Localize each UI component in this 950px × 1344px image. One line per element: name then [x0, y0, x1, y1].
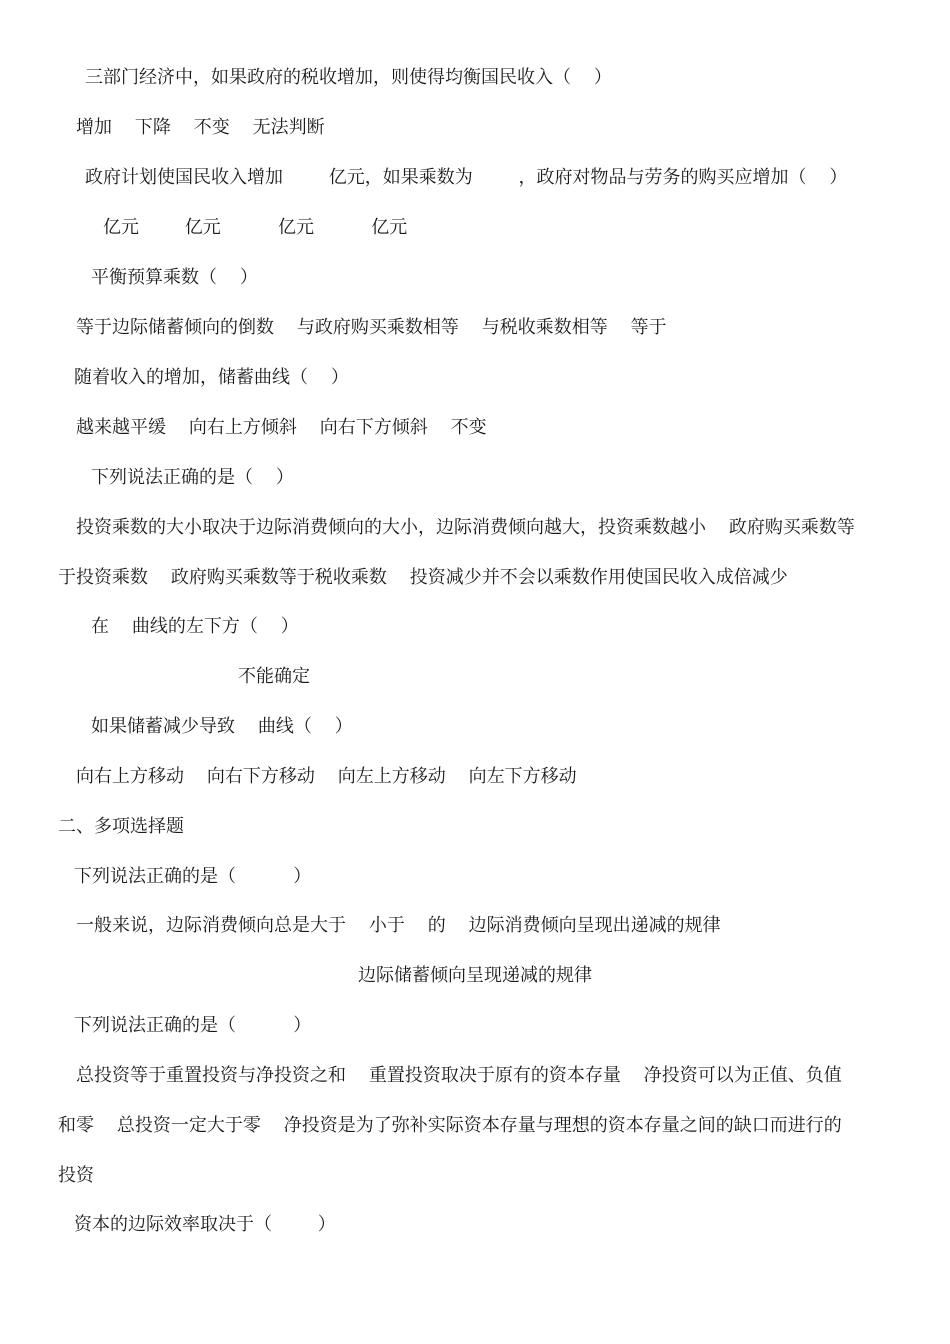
options-multi-1b: 边际储蓄倾向呈现递减的规律: [358, 965, 592, 986]
options-correct-statement-1b: 于投资乘数 政府购买乘数等于税收乘数 投资减少并不会以乘数作用使国民收入成倍减少: [58, 567, 788, 588]
section-heading-multiple-choice: 二、多项选择题: [58, 816, 184, 837]
options-multi-2c: 投资: [58, 1165, 94, 1186]
question-tax-increase: 三部门经济中，如果政府的税收增加，则使得均衡国民收入（ ）: [85, 67, 612, 88]
question-multi-3: 资本的边际效率取决于（ ）: [74, 1214, 336, 1235]
options-tax-increase: 增加 下降 不变 无法判断: [76, 117, 325, 138]
options-balanced-budget: 等于边际储蓄倾向的倒数 与政府购买乘数相等 与税收乘数相等 等于: [76, 317, 667, 338]
options-multi-1a: 一般来说，边际消费倾向总是大于 小于 的 边际消费倾向呈现出递减的规律: [76, 915, 721, 936]
question-saving-curve: 随着收入的增加，储蓄曲线（ ）: [74, 367, 349, 388]
question-curve-lower-left: 在 曲线的左下方（ ）: [91, 616, 299, 637]
question-saving-decrease: 如果储蓄减少导致 曲线（ ）: [91, 716, 353, 737]
options-saving-decrease: 向右上方移动 向右下方移动 向左上方移动 向左下方移动: [76, 766, 577, 787]
options-multi-2a: 总投资等于重置投资与净投资之和 重置投资取决于原有的资本存量 净投资可以为正值、负值: [76, 1065, 842, 1086]
question-multi-1: 下列说法正确的是（ ）: [74, 866, 312, 887]
question-correct-statement-1: 下列说法正确的是（ ）: [91, 467, 294, 488]
question-gov-purchase: 政府计划使国民收入增加 亿元，如果乘数为 ，政府对物品与劳务的购买应增加（ ）: [85, 167, 848, 188]
question-balanced-budget: 平衡预算乘数（ ）: [91, 267, 258, 288]
options-saving-curve: 越来越平缓 向右上方倾斜 向右下方倾斜 不变: [76, 417, 487, 438]
question-multi-2: 下列说法正确的是（ ）: [74, 1015, 312, 1036]
options-multi-2b: 和零 总投资一定大于零 净投资是为了弥补实际资本存量与理想的资本存量之间的缺口而进行的: [58, 1115, 842, 1136]
options-correct-statement-1a: 投资乘数的大小取决于边际消费倾向的大小，边际消费倾向越大，投资乘数越小 政府购买乘数等: [76, 517, 855, 538]
options-curve-lower-left: 不能确定: [238, 666, 310, 687]
options-gov-purchase: 亿元 亿元 亿元 亿元: [103, 217, 408, 238]
